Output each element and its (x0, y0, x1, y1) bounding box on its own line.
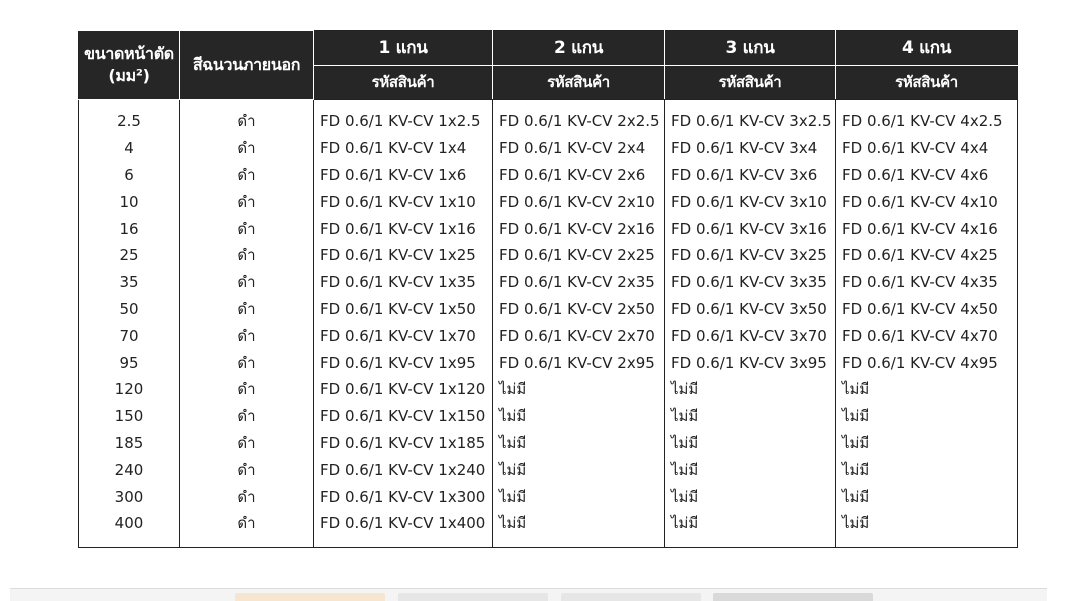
size-cell: 2.5 (79, 100, 180, 135)
core-header-2: 2 แกน (493, 31, 665, 66)
code-cell-2-core: FD 0.6/1 KV-CV 2x35 (493, 269, 665, 296)
code-cell-1-core: FD 0.6/1 KV-CV 1x4 (314, 135, 493, 162)
color-cell: ดำ (180, 456, 314, 483)
size-cell: 300 (79, 483, 180, 510)
color-cell: ดำ (180, 135, 314, 162)
table-row (79, 296, 1018, 323)
code-cell-2-core: FD 0.6/1 KV-CV 2x95 (493, 349, 665, 376)
color-cell: ดำ (180, 215, 314, 242)
color-cell: ดำ (180, 162, 314, 189)
table-row (79, 403, 1018, 430)
code-cell-4-core: FD 0.6/1 KV-CV 4x10 (836, 188, 1018, 215)
code-cell-4-core: FD 0.6/1 KV-CV 4x16 (836, 215, 1018, 242)
table-row (79, 188, 1018, 215)
code-cell-4-core: ไม่มี (836, 430, 1018, 457)
size-cell: 10 (79, 188, 180, 215)
table-row (79, 430, 1018, 457)
code-cell-3-core: FD 0.6/1 KV-CV 3x50 (665, 296, 836, 323)
code-cell-2-core: ไม่มี (493, 403, 665, 430)
table-row (79, 100, 1018, 135)
code-cell-3-core: FD 0.6/1 KV-CV 3x6 (665, 162, 836, 189)
code-cell-4-core: ไม่มี (836, 403, 1018, 430)
code-cell-4-core: FD 0.6/1 KV-CV 4x25 (836, 242, 1018, 269)
code-cell-1-core: FD 0.6/1 KV-CV 1x185 (314, 430, 493, 457)
size-cell: 400 (79, 510, 180, 547)
color-cell: ดำ (180, 322, 314, 349)
code-cell-4-core: FD 0.6/1 KV-CV 4x6 (836, 162, 1018, 189)
table-row (79, 135, 1018, 162)
size-header-label: ขนาดหน้าตัด (84, 44, 174, 63)
code-cell-1-core: FD 0.6/1 KV-CV 1x300 (314, 483, 493, 510)
code-cell-4-core: FD 0.6/1 KV-CV 4x50 (836, 296, 1018, 323)
size-header (79, 31, 180, 100)
code-cell-3-core: FD 0.6/1 KV-CV 3x25 (665, 242, 836, 269)
code-cell-1-core: FD 0.6/1 KV-CV 1x2.5 (314, 100, 493, 135)
size-cell: 6 (79, 162, 180, 189)
code-cell-3-core: FD 0.6/1 KV-CV 3x35 (665, 269, 836, 296)
color-cell: ดำ (180, 242, 314, 269)
color-header: สีฉนวนภายนอก (180, 31, 314, 100)
bottom-tab[interactable] (561, 593, 701, 601)
product-code-table (78, 30, 1018, 548)
code-cell-4-core: FD 0.6/1 KV-CV 4x2.5 (836, 100, 1018, 135)
code-cell-4-core: FD 0.6/1 KV-CV 4x35 (836, 269, 1018, 296)
code-cell-1-core: FD 0.6/1 KV-CV 1x240 (314, 456, 493, 483)
code-cell-2-core: FD 0.6/1 KV-CV 2x10 (493, 188, 665, 215)
table-row (79, 456, 1018, 483)
code-cell-4-core: ไม่มี (836, 456, 1018, 483)
code-cell-2-core: FD 0.6/1 KV-CV 2x6 (493, 162, 665, 189)
color-cell: ดำ (180, 188, 314, 215)
table-row (79, 162, 1018, 189)
code-cell-3-core: ไม่มี (665, 376, 836, 403)
size-cell: 50 (79, 296, 180, 323)
bottom-tab[interactable] (398, 593, 548, 601)
table-row (79, 322, 1018, 349)
bottom-tab[interactable] (235, 593, 385, 601)
code-cell-3-core: ไม่มี (665, 510, 836, 547)
color-cell: ดำ (180, 269, 314, 296)
core-header-1: 1 แกน (314, 31, 493, 66)
color-cell: ดำ (180, 403, 314, 430)
code-cell-1-core: FD 0.6/1 KV-CV 1x70 (314, 322, 493, 349)
code-cell-3-core: FD 0.6/1 KV-CV 3x2.5 (665, 100, 836, 135)
code-cell-4-core: FD 0.6/1 KV-CV 4x4 (836, 135, 1018, 162)
code-cell-2-core: FD 0.6/1 KV-CV 2x16 (493, 215, 665, 242)
table-row (79, 215, 1018, 242)
size-cell: 16 (79, 215, 180, 242)
code-cell-3-core: ไม่มี (665, 456, 836, 483)
code-cell-1-core: FD 0.6/1 KV-CV 1x50 (314, 296, 493, 323)
code-cell-2-core: FD 0.6/1 KV-CV 2x2.5 (493, 100, 665, 135)
code-cell-3-core: ไม่มี (665, 430, 836, 457)
table-row (79, 349, 1018, 376)
size-cell: 150 (79, 403, 180, 430)
color-cell: ดำ (180, 296, 314, 323)
table-row (79, 510, 1018, 547)
code-cell-1-core: FD 0.6/1 KV-CV 1x35 (314, 269, 493, 296)
code-cell-4-core: FD 0.6/1 KV-CV 4x70 (836, 322, 1018, 349)
core-header-3: 3 แกน (665, 31, 836, 66)
code-cell-1-core: FD 0.6/1 KV-CV 1x120 (314, 376, 493, 403)
size-cell: 4 (79, 135, 180, 162)
color-cell: ดำ (180, 483, 314, 510)
size-cell: 120 (79, 376, 180, 403)
bottom-tab[interactable] (713, 593, 873, 601)
color-cell: ดำ (180, 430, 314, 457)
code-header-3: รหัสสินค้า (665, 65, 836, 100)
size-cell: 25 (79, 242, 180, 269)
table-row (79, 483, 1018, 510)
code-cell-3-core: FD 0.6/1 KV-CV 3x10 (665, 188, 836, 215)
code-cell-3-core: FD 0.6/1 KV-CV 3x95 (665, 349, 836, 376)
code-header-4: รหัสสินค้า (836, 65, 1018, 100)
code-cell-2-core: ไม่มี (493, 430, 665, 457)
code-cell-3-core: FD 0.6/1 KV-CV 3x16 (665, 215, 836, 242)
table-row (79, 242, 1018, 269)
code-cell-4-core: ไม่มี (836, 483, 1018, 510)
code-cell-1-core: FD 0.6/1 KV-CV 1x16 (314, 215, 493, 242)
bottom-scroll-bar[interactable] (10, 588, 1047, 601)
code-cell-3-core: ไม่มี (665, 483, 836, 510)
table-row (79, 269, 1018, 296)
code-cell-1-core: FD 0.6/1 KV-CV 1x95 (314, 349, 493, 376)
size-cell: 240 (79, 456, 180, 483)
code-cell-2-core: ไม่มี (493, 376, 665, 403)
code-cell-1-core: FD 0.6/1 KV-CV 1x25 (314, 242, 493, 269)
code-cell-1-core: FD 0.6/1 KV-CV 1x150 (314, 403, 493, 430)
size-cell: 95 (79, 349, 180, 376)
code-cell-1-core: FD 0.6/1 KV-CV 1x6 (314, 162, 493, 189)
code-cell-2-core: ไม่มี (493, 456, 665, 483)
code-cell-2-core: ไม่มี (493, 510, 665, 547)
code-cell-2-core: FD 0.6/1 KV-CV 2x4 (493, 135, 665, 162)
code-cell-1-core: FD 0.6/1 KV-CV 1x400 (314, 510, 493, 547)
code-cell-4-core: ไม่มี (836, 376, 1018, 403)
core-header-4: 4 แกน (836, 31, 1018, 66)
table-row (79, 376, 1018, 403)
code-cell-4-core: ไม่มี (836, 510, 1018, 547)
size-cell: 35 (79, 269, 180, 296)
color-cell: ดำ (180, 376, 314, 403)
color-cell: ดำ (180, 100, 314, 135)
code-cell-2-core: FD 0.6/1 KV-CV 2x25 (493, 242, 665, 269)
size-cell: 70 (79, 322, 180, 349)
color-cell: ดำ (180, 510, 314, 547)
size-cell: 185 (79, 430, 180, 457)
code-cell-2-core: FD 0.6/1 KV-CV 2x50 (493, 296, 665, 323)
code-cell-4-core: FD 0.6/1 KV-CV 4x95 (836, 349, 1018, 376)
code-cell-2-core: ไม่มี (493, 483, 665, 510)
code-cell-3-core: ไม่มี (665, 403, 836, 430)
code-cell-3-core: FD 0.6/1 KV-CV 3x4 (665, 135, 836, 162)
code-cell-1-core: FD 0.6/1 KV-CV 1x10 (314, 188, 493, 215)
size-header-unit: (มม²) (108, 66, 150, 85)
table-body (79, 100, 1018, 548)
color-cell: ดำ (180, 349, 314, 376)
code-header-2: รหัสสินค้า (493, 65, 665, 100)
code-header-1: รหัสสินค้า (314, 65, 493, 100)
code-cell-3-core: FD 0.6/1 KV-CV 3x70 (665, 322, 836, 349)
code-cell-2-core: FD 0.6/1 KV-CV 2x70 (493, 322, 665, 349)
